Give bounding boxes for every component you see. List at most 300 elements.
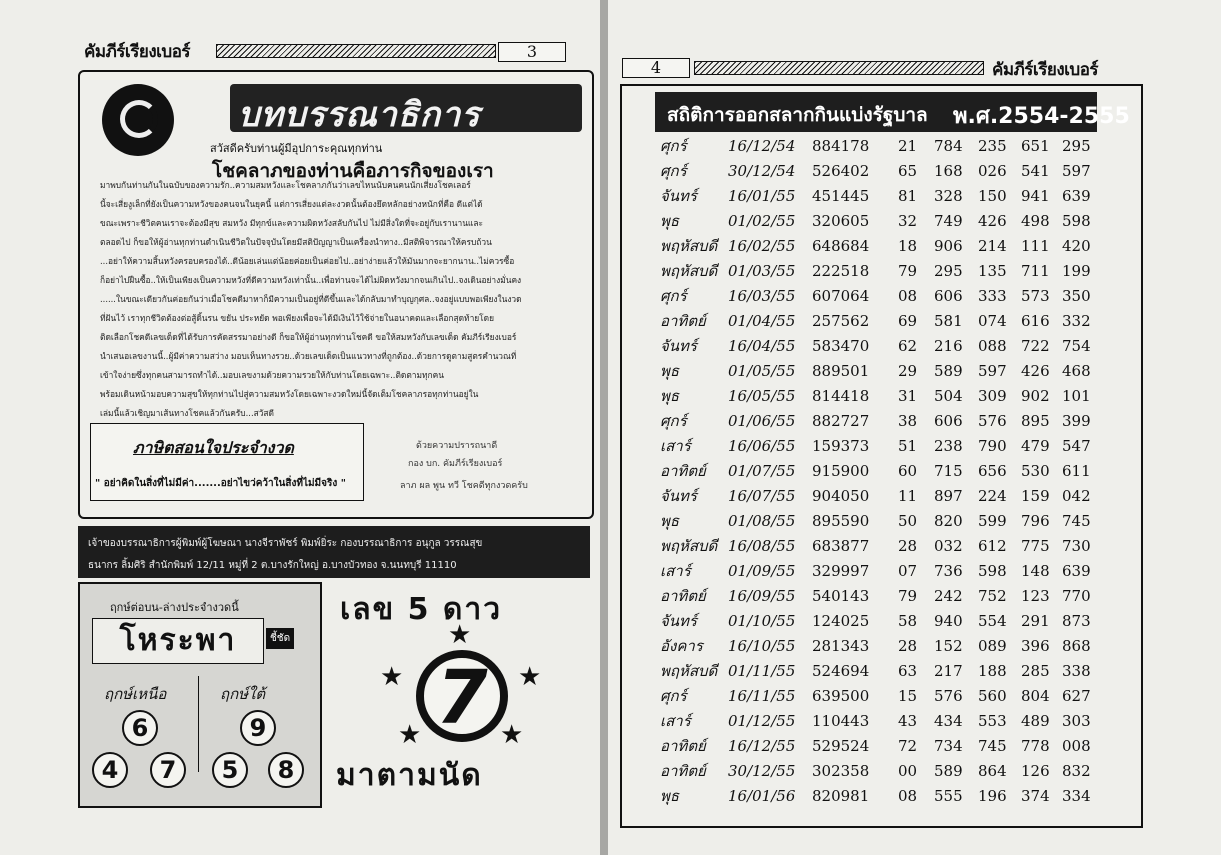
date-cell: 16/06/55 [728,437,796,455]
day-cell: จันทร์ [660,187,697,205]
editorial-paragraph-line: ขณะเพราะชีวิตคนเราจะต้องมีสุข สมหวัง มีทุกข์และความผิดหวังสลับกันไป ไม่มีสิ่งใดที่จะอยู่กับเรานานและ [100,218,483,228]
three-digit-cell: 940 [934,612,963,630]
day-cell: ศุกร์ [660,412,687,430]
three-digit-cell: 399 [1062,412,1091,430]
three-digit-cell: 332 [1062,312,1091,330]
three-digit-cell: 008 [1062,737,1091,755]
right-hatch-bar [694,61,984,75]
north-top-number: 6 [122,710,158,746]
day-cell: อาทิตย์ [660,762,706,780]
table-row [622,709,1141,733]
star-icon: ★ [500,720,524,750]
left-hatch-bar [216,44,496,58]
three-digit-cell: 088 [978,337,1007,355]
two-digit-cell: 51 [898,437,918,455]
day-cell: พุธ [660,512,680,530]
three-digit-cell: 303 [1062,712,1091,730]
table-row [622,509,1141,533]
table-row [622,459,1141,483]
three-digit-cell: 426 [978,212,1007,230]
signature-line: กอง บก. คัมภีร์เรียงเบอร์ [408,459,503,469]
date-cell: 16/04/55 [728,337,796,355]
three-digit-cell: 334 [1062,787,1091,805]
day-cell: พุธ [660,212,680,230]
table-row [622,534,1141,558]
three-digit-cell: 560 [978,687,1007,705]
two-digit-cell: 65 [898,162,918,180]
table-row [622,159,1141,183]
editorial-paragraph-line: ...อย่าให้ความสิ้นหวังครอบครองได้..ดีน้อยเล่นแต่น้อยค่อยเป็นค่อยไป..อย่าง่ายแล้วให้มันมากจะยากนาน..ไม่ควรซื้อ [100,256,515,266]
first-prize-cell: 257562 [812,312,870,330]
date-cell: 01/11/55 [728,662,796,680]
three-digit-cell: 434 [934,712,963,730]
editorial-paragraph-line: มาพบกันท่านกันในฉบับของความรัก..ความสมหวังและโชคลาภกันว่าเลขไหนนับคนคนนักเสี่ยงโชคเลอร์ [100,180,471,190]
table-title: สถิติการออกสลากกินแบ่งรัฐบาล [667,104,928,126]
horoscope-badge: ชี้ชัด [266,628,294,649]
three-digit-cell: 396 [1021,637,1050,655]
five-star-box [330,582,598,804]
two-digit-cell: 81 [898,187,918,205]
table-row [622,334,1141,358]
two-digit-cell: 31 [898,387,918,405]
three-digit-cell: 374 [1021,787,1050,805]
three-digit-cell: 589 [934,362,963,380]
first-prize-cell: 820981 [812,787,870,805]
table-row [622,684,1141,708]
day-cell: พุธ [660,387,680,405]
three-digit-cell: 627 [1062,687,1091,705]
table-row [622,734,1141,758]
date-cell: 16/12/54 [728,137,796,155]
date-cell: 16/01/56 [728,787,796,805]
three-digit-cell: 736 [934,562,963,580]
date-cell: 01/09/55 [728,562,796,580]
two-digit-cell: 38 [898,412,918,430]
three-digit-cell: 547 [1062,437,1091,455]
editorial-subtitle: โชคลาภของท่านคือภารกิจของเรา [212,160,494,182]
right-running-header [622,56,1142,80]
three-digit-cell: 745 [978,737,1007,755]
three-digit-cell: 111 [1021,237,1050,255]
editorial-title: บทบรรณาธิการ [238,95,481,135]
three-digit-cell: 897 [934,487,963,505]
lucky-number-circle [416,650,508,742]
three-digit-cell: 639 [1062,187,1091,205]
day-cell: จันทร์ [660,612,697,630]
first-prize-cell: 540143 [812,587,870,605]
two-digit-cell: 62 [898,337,918,355]
table-row [622,784,1141,808]
horoscope-divider [198,676,199,772]
editorial-paragraph-line: เล่มนี้แล้วเชิญมาเส้นทางโชคแล้วกันครับ...สวัสดี [100,408,274,418]
date-cell: 30/12/54 [728,162,796,180]
three-digit-cell: 778 [1021,737,1050,755]
date-cell: 16/11/55 [728,687,796,705]
two-digit-cell: 72 [898,737,918,755]
three-digit-cell: 576 [934,687,963,705]
book-spine [600,0,608,855]
first-prize-cell: 222518 [812,262,870,280]
two-digit-cell: 43 [898,712,918,730]
table-row [622,309,1141,333]
star-icon: ★ [380,662,404,692]
two-digit-cell: 07 [898,562,918,580]
day-cell: อาทิตย์ [660,462,706,480]
three-digit-cell: 489 [1021,712,1050,730]
date-cell: 16/03/55 [728,287,796,305]
date-cell: 01/06/55 [728,412,796,430]
south-top-number: 9 [240,710,276,746]
right-page-number: 4 [622,58,690,78]
quote-box [90,423,364,501]
three-digit-cell: 135 [978,262,1007,280]
table-row [622,634,1141,658]
table-row [622,359,1141,383]
three-digit-cell: 745 [1062,512,1091,530]
two-digit-cell: 79 [898,587,918,605]
horoscope-title: โหระพา [92,618,264,664]
day-cell: อาทิตย์ [660,587,706,605]
table-row [622,184,1141,208]
date-cell: 01/02/55 [728,212,796,230]
date-cell: 01/07/55 [728,462,796,480]
first-prize-cell: 529524 [812,737,870,755]
three-digit-cell: 224 [978,487,1007,505]
three-digit-cell: 333 [978,287,1007,305]
star-icon: ★ [448,620,472,650]
three-digit-cell: 188 [978,662,1007,680]
three-digit-cell: 616 [1021,312,1050,330]
three-digit-cell: 639 [1062,562,1091,580]
three-digit-cell: 711 [1021,262,1050,280]
three-digit-cell: 906 [934,237,963,255]
date-cell: 16/12/55 [728,737,796,755]
three-digit-cell: 126 [1021,762,1050,780]
table-row [622,409,1141,433]
first-prize-cell: 110443 [812,712,870,730]
three-digit-cell: 295 [934,262,963,280]
two-digit-cell: 29 [898,362,918,380]
three-digit-cell: 611 [1062,462,1091,480]
editorial-paragraph-line: เข้าใจง่ายซึ่งทุกคนสามารถทำได้..มอบเลขงามด้วยความรวยให้กับท่านโดยเฉพาะ..ติดตามทุกคน [100,370,444,380]
three-digit-cell: 790 [978,437,1007,455]
table-header [655,92,1130,132]
quote-text: " อย่าคิดในสิ่งที่ไม่มีค่า.......อย่าไขว่คว้าในสิ่งที่ไม่มีจริง " [95,478,346,489]
first-prize-cell: 683877 [812,537,870,555]
first-prize-cell: 882727 [812,412,870,430]
first-prize-cell: 329997 [812,562,870,580]
date-cell: 16/08/55 [728,537,796,555]
signature-line: ด้วยความปรารถนาดี [416,441,498,451]
table-row [622,584,1141,608]
date-cell: 16/09/55 [728,587,796,605]
three-digit-cell: 426 [1021,362,1050,380]
five-star-footer: มาตามนัด [336,758,483,793]
day-cell: เสาร์ [660,562,691,580]
three-digit-cell: 554 [978,612,1007,630]
three-digit-cell: 606 [934,412,963,430]
three-digit-cell: 775 [1021,537,1050,555]
three-digit-cell: 589 [934,762,963,780]
three-digit-cell: 328 [934,187,963,205]
date-cell: 01/03/55 [728,262,796,280]
three-digit-cell: 309 [978,387,1007,405]
three-digit-cell: 479 [1021,437,1050,455]
three-digit-cell: 148 [1021,562,1050,580]
table-row [622,134,1141,158]
table-row [622,559,1141,583]
lottery-table [620,84,1143,828]
three-digit-cell: 026 [978,162,1007,180]
south-right-number: 8 [268,752,304,788]
table-row [622,284,1141,308]
editorial-greeting: สวัสดีครับท่านผู้มีอุปการะคุณทุกท่าน [210,142,383,155]
date-cell: 16/02/55 [728,237,796,255]
date-cell: 16/07/55 [728,487,796,505]
three-digit-cell: 902 [1021,387,1050,405]
right-page [608,0,1221,855]
north-left-number: 4 [92,752,128,788]
three-digit-cell: 895 [1021,412,1050,430]
first-prize-cell: 451445 [812,187,870,205]
three-digit-cell: 152 [934,637,963,655]
editorial-paragraph-line: ก็อย่าไปฝืนซื้อ..ให้เป็นเพียงเป็นความหวังที่ดีความหวังเท่านั้น..เพื่อท่านจะได้ไม่ผิดหวังมากจนเกินไป..จงเดินอย่างมั่นคง [100,275,522,285]
three-digit-cell: 074 [978,312,1007,330]
star-icon: ★ [398,720,422,750]
south-label: ฤกษ์ใต้ [220,685,266,703]
day-cell: ศุกร์ [660,162,687,180]
three-digit-cell: 285 [1021,662,1050,680]
table-years: พ.ศ.2554-2555 [953,104,1130,129]
south-left-number: 5 [212,752,248,788]
three-digit-cell: 656 [978,462,1007,480]
three-digit-cell: 651 [1021,137,1050,155]
three-digit-cell: 784 [934,137,963,155]
first-prize-cell: 281343 [812,637,870,655]
editorial-paragraph-line: ตลอดไป ก็ขอให้ผู้อ่านทุกท่านดำเนินชีวิตในปัจจุบันโดยมีสติปัญญาเป็นเครื่องนำทาง..มีสติพิจารณาให้ครบถ้วน [100,237,492,247]
three-digit-cell: 612 [978,537,1007,555]
three-digit-cell: 598 [1062,212,1091,230]
three-digit-cell: 196 [978,787,1007,805]
three-digit-cell: 216 [934,337,963,355]
day-cell: เสาร์ [660,712,691,730]
day-cell: อาทิตย์ [660,737,706,755]
day-cell: จันทร์ [660,337,697,355]
day-cell: ศุกร์ [660,137,687,155]
day-cell: เสาร์ [660,437,691,455]
imprint-bar [78,526,590,578]
three-digit-cell: 754 [1062,337,1091,355]
three-digit-cell: 597 [1062,162,1091,180]
three-digit-cell: 597 [978,362,1007,380]
table-row [622,209,1141,233]
date-cell: 30/12/55 [728,762,796,780]
three-digit-cell: 168 [934,162,963,180]
imprint-line: เจ้าของบรรณาธิการผู้พิมพ์ผู้โฆษณา นางจีราพัชร์ พิมพ์ยิ่ระ กองบรรณาธิการ อนุกูล วรรณสุข [88,538,483,549]
day-cell: พฤหัสบดี [660,537,718,555]
date-cell: 01/05/55 [728,362,796,380]
three-digit-cell: 089 [978,637,1007,655]
imprint-line: ธนากร ลิ้มศิริ สำนักพิมพ์ 12/11 หมู่ที่ 2 ต.บางรักใหญ่ อ.บางบัวทอง จ.นนทบุรี 11110 [88,560,457,571]
star-icon: ★ [518,662,542,692]
first-prize-cell: 915900 [812,462,870,480]
left-page-number: 3 [498,42,566,62]
first-prize-cell: 124025 [812,612,870,630]
north-right-number: 7 [150,752,186,788]
two-digit-cell: 28 [898,537,918,555]
two-digit-cell: 21 [898,137,918,155]
two-digit-cell: 79 [898,262,918,280]
three-digit-cell: 123 [1021,587,1050,605]
three-digit-cell: 715 [934,462,963,480]
three-digit-cell: 752 [978,587,1007,605]
first-prize-cell: 607064 [812,287,870,305]
date-cell: 16/01/55 [728,187,796,205]
right-brand: คัมภีร์เรียงเบอร์ [992,60,1099,80]
first-prize-cell: 648684 [812,237,870,255]
first-prize-cell: 895590 [812,512,870,530]
three-digit-cell: 530 [1021,462,1050,480]
editorial-paragraph-line: พร้อมเดินหน้ามอบความสุขให้ทุกท่านไปสู่ความสมหวังโดยเฉพาะงวดใหม่นี้จัดเต็มโชคลาภรอทุกท่านอยู่ใน [100,389,479,399]
day-cell: จันทร์ [660,487,697,505]
table-row [622,234,1141,258]
editorial-logo-icon [102,84,174,156]
day-cell: อังคาร [660,637,703,655]
editorial-paragraph-line: นี้จะเสี่ยงูเล็กที่ยังเป็นความหวังของคนจนในยุคนี้ แต่การเสี่ยงแต่ละงวดนั้นต้องยึดหลักอย่างหนักที่คือ ดีแต่ได้ [100,199,483,209]
first-prize-cell: 524694 [812,662,870,680]
day-cell: พฤหัสบดี [660,262,718,280]
first-prize-cell: 526402 [812,162,870,180]
date-cell: 01/12/55 [728,712,796,730]
two-digit-cell: 50 [898,512,918,530]
three-digit-cell: 541 [1021,162,1050,180]
day-cell: พุธ [660,362,680,380]
three-digit-cell: 941 [1021,187,1050,205]
two-digit-cell: 60 [898,462,918,480]
editorial-paragraph-line: ติดเลือกโชคดีเลขเด็ดที่ได้รับการคัดสรรมาอย่างดี ก็ขอให้ผู้อ่านทุกท่านโชคดี ขอให้สมหวังกับเลขเด็ด คัมภีร์เรียงเบอร์ [100,332,517,342]
horoscope-caption: ฤกษ์ต่อบน-ล่างประจำงวดนี้ [110,601,239,614]
two-digit-cell: 58 [898,612,918,630]
three-digit-cell: 576 [978,412,1007,430]
quote-title: ภาษิตสอนใจประจำงวด [133,438,294,457]
date-cell: 01/10/55 [728,612,796,630]
three-digit-cell: 581 [934,312,963,330]
three-digit-cell: 235 [978,137,1007,155]
first-prize-cell: 639500 [812,687,870,705]
three-digit-cell: 159 [1021,487,1050,505]
three-digit-cell: 820 [934,512,963,530]
date-cell: 16/05/55 [728,387,796,405]
three-digit-cell: 468 [1062,362,1091,380]
three-digit-cell: 749 [934,212,963,230]
three-digit-cell: 498 [1021,212,1050,230]
first-prize-cell: 159373 [812,437,870,455]
table-row [622,759,1141,783]
editorial-box [78,70,594,519]
day-cell: พฤหัสบดี [660,662,718,680]
two-digit-cell: 63 [898,662,918,680]
table-row [622,384,1141,408]
first-prize-cell: 904050 [812,487,870,505]
table-row [622,609,1141,633]
two-digit-cell: 32 [898,212,918,230]
two-digit-cell: 18 [898,237,918,255]
date-cell: 01/04/55 [728,312,796,330]
three-digit-cell: 573 [1021,287,1050,305]
three-digit-cell: 199 [1062,262,1091,280]
first-prize-cell: 583470 [812,337,870,355]
three-digit-cell: 042 [1062,487,1091,505]
table-row [622,259,1141,283]
five-star-title: เลข 5 ดาว [340,592,503,627]
horoscope-box [78,582,322,808]
first-prize-cell: 302358 [812,762,870,780]
editorial-banner [230,84,582,135]
lucky-number: 7 [436,655,488,741]
three-digit-cell: 734 [934,737,963,755]
three-digit-cell: 420 [1062,237,1091,255]
three-digit-cell: 242 [934,587,963,605]
two-digit-cell: 08 [898,787,918,805]
first-prize-cell: 320605 [812,212,870,230]
three-digit-cell: 770 [1062,587,1091,605]
three-digit-cell: 504 [934,387,963,405]
three-digit-cell: 599 [978,512,1007,530]
table-row [622,484,1141,508]
two-digit-cell: 69 [898,312,918,330]
three-digit-cell: 868 [1062,637,1091,655]
three-digit-cell: 873 [1062,612,1091,630]
three-digit-cell: 804 [1021,687,1050,705]
first-prize-cell: 889501 [812,362,870,380]
two-digit-cell: 08 [898,287,918,305]
three-digit-cell: 553 [978,712,1007,730]
day-cell: ศุกร์ [660,687,687,705]
left-running-header [84,38,594,62]
three-digit-cell: 555 [934,787,963,805]
table-row [622,434,1141,458]
three-digit-cell: 722 [1021,337,1050,355]
three-digit-cell: 214 [978,237,1007,255]
day-cell: พฤหัสบดี [660,237,718,255]
date-cell: 16/10/55 [728,637,796,655]
date-cell: 01/08/55 [728,512,796,530]
signature-line: ลาภ ผล พูน ทวี โชคดีทุกงวดครับ [400,481,528,491]
table-row [622,659,1141,683]
day-cell: พุธ [660,787,680,805]
three-digit-cell: 796 [1021,512,1050,530]
three-digit-cell: 730 [1062,537,1091,555]
north-label: ฤกษ์เหนือ [104,685,167,703]
two-digit-cell: 15 [898,687,918,705]
three-digit-cell: 350 [1062,287,1091,305]
day-cell: ศุกร์ [660,287,687,305]
three-digit-cell: 606 [934,287,963,305]
left-page [0,0,600,855]
left-brand: คัมภีร์เรียงเบอร์ [84,42,191,62]
three-digit-cell: 295 [1062,137,1091,155]
editorial-paragraph-line: นำเสนอเลขงานนี้..ผู้มีค่าความสว่าง มอบเห็นทางรวย..ด้วยเลขเด็ดเป็นแนวทางที่ถูกต้อง..ด้วยการดูตามสูตรคำนวณที่ [100,351,517,361]
three-digit-cell: 238 [934,437,963,455]
three-digit-cell: 832 [1062,762,1091,780]
editorial-paragraph-line: ......ในขณะเดียวกันค่อยกันว่าเมื่อโชคดีมาหาก็มีความเป็นอยู่ที่ดีขึ้นและได้กลับมาทำบุญกุศล..จงอยู่แบบพอเพียงในงวด [100,294,522,304]
two-digit-cell: 11 [898,487,918,505]
three-digit-cell: 217 [934,662,963,680]
two-digit-cell: 28 [898,637,918,655]
two-digit-cell: 00 [898,762,918,780]
day-cell: อาทิตย์ [660,312,706,330]
editorial-paragraph-line: ที่ฝันไว้ เราทุกชีวิตต้องต่อสู้ดิ้นรน ขยัน ประหยัด พอเพียงเพื่อจะได้มีเงินไว้ใช้จ่ายในอนาคตและเลือกสุดท้ายโดย [100,313,495,323]
